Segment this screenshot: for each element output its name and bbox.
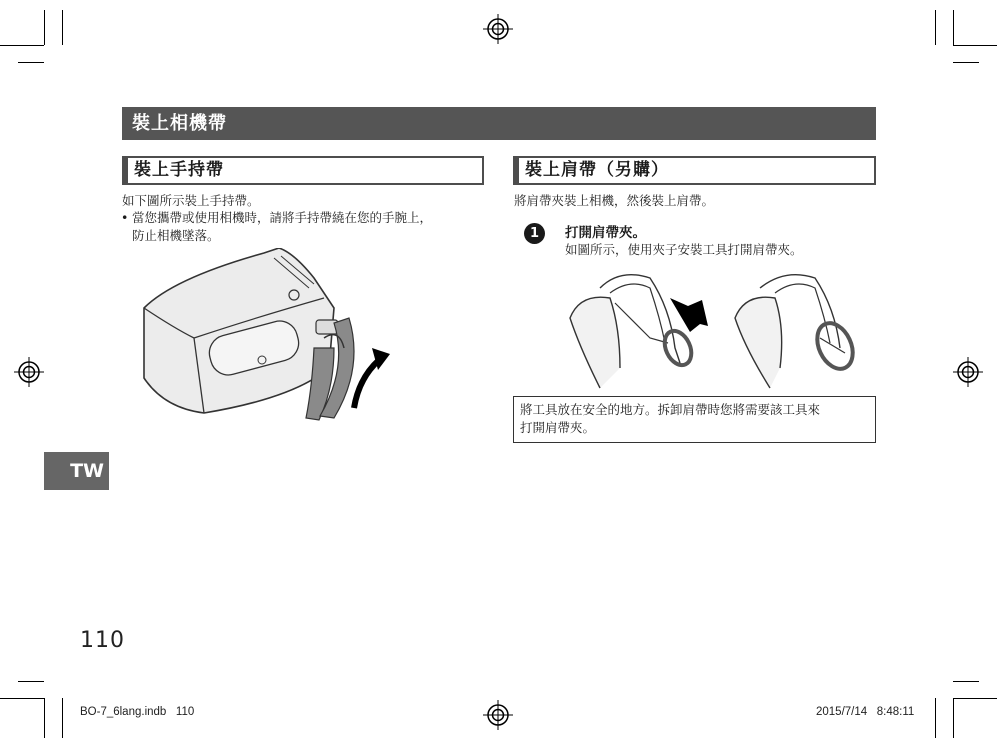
registration-mark-icon (483, 14, 513, 44)
footer-file-info: BO-7_6lang.indb 110 (80, 706, 195, 718)
crop-mark (935, 698, 936, 738)
hand-strap-heading (122, 156, 484, 185)
crop-mark (0, 698, 44, 699)
note-line-1: 將工具放在安全的地方。拆卸肩帶時您將需要該工具來 (520, 402, 821, 417)
note-line-2: 打開肩帶夾。 (520, 420, 596, 435)
crop-mark (18, 681, 44, 682)
crop-mark (935, 10, 936, 45)
crop-mark (0, 45, 44, 46)
crop-mark (18, 62, 44, 63)
crop-mark (44, 698, 45, 738)
registration-mark-icon (953, 357, 983, 387)
registration-mark-icon (14, 357, 44, 387)
crop-mark (953, 698, 954, 738)
clip-tool-illustration-2 (730, 268, 870, 390)
hand-strap-heading-text: 裝上手持帶 (134, 160, 224, 180)
crop-mark (953, 10, 954, 45)
registration-mark-icon (483, 700, 513, 730)
note-box (513, 396, 876, 443)
language-tab: TW (44, 452, 109, 490)
crop-mark (62, 10, 63, 45)
step-text: 如圖所示，使用夾子安裝工具打開肩帶夾。 (565, 242, 803, 257)
hand-strap-intro: 如下圖所示裝上手持帶。 (122, 193, 260, 208)
camera-hand-strap-illustration (134, 248, 394, 430)
clip-tool-illustration-1 (560, 268, 720, 390)
section-title: 裝上相機帶 (122, 107, 876, 140)
step-number-badge: 1 (524, 223, 545, 244)
crop-mark (62, 698, 63, 738)
step-title: 打開肩帶夾。 (565, 225, 646, 241)
page-number: 110 (80, 628, 125, 653)
crop-mark (953, 681, 979, 682)
hand-strap-bullet-line-2: 防止相機墜落。 (132, 228, 220, 243)
crop-mark (953, 62, 979, 63)
footer-timestamp: 2015/7/14 8:48:11 (816, 706, 915, 718)
shoulder-strap-heading-text: 裝上肩帶（另購） (525, 160, 669, 180)
hand-strap-bullet-line-1: 當您攜帶或使用相機時，請將手持帶繞在您的手腕上， (132, 210, 433, 225)
shoulder-strap-intro: 將肩帶夾裝上相機，然後裝上肩帶。 (514, 193, 715, 208)
crop-mark (953, 698, 997, 699)
shoulder-strap-heading (513, 156, 876, 185)
crop-mark (44, 10, 45, 45)
bullet-dot: • (121, 210, 129, 225)
crop-mark (953, 45, 997, 46)
